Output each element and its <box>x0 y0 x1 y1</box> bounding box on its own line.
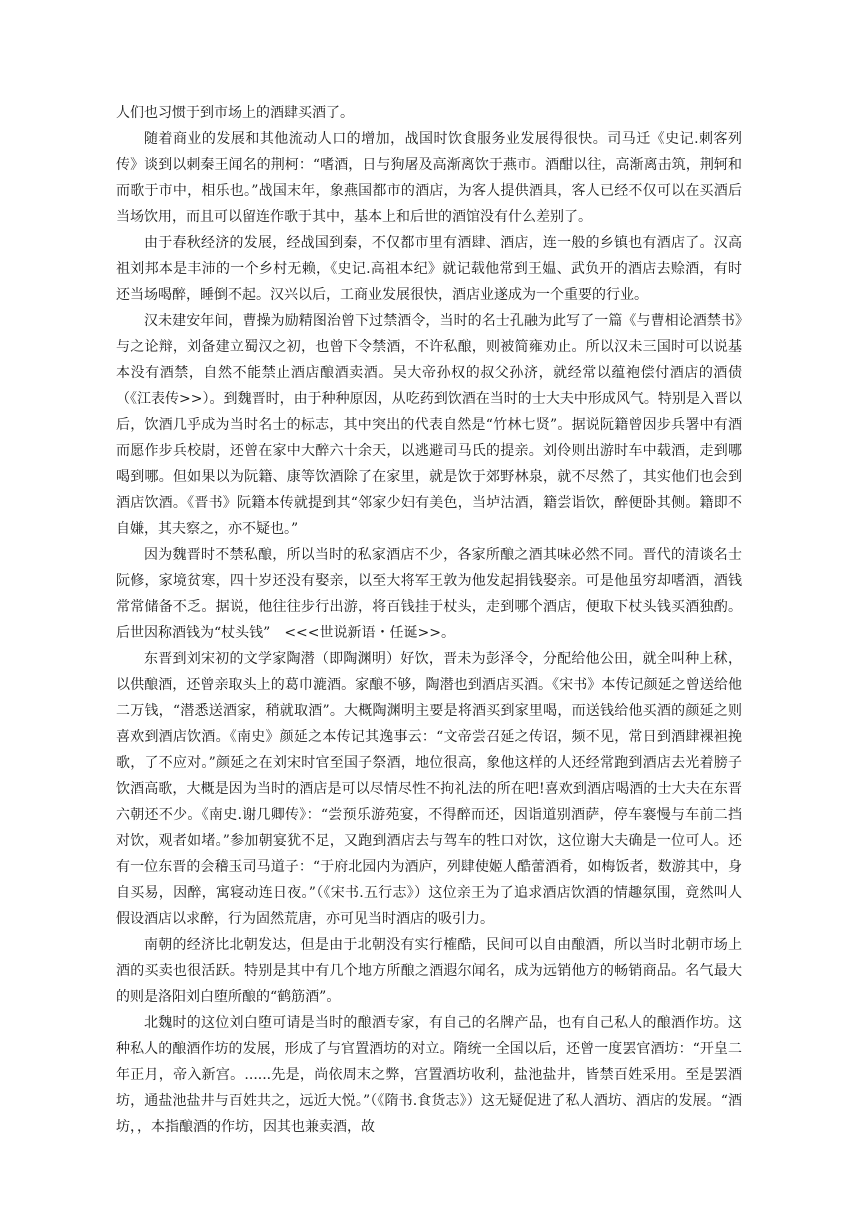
paragraph-2: 随着商业的发展和其他流动人口的增加，战国时饮食服务业发展得很快。司马迁《史记.刺客列传》谈到以刺秦王闻名的荆柯：“嗜酒，日与狗屠及高渐离饮于燕市。酒酣以往，高渐离击筑，荆轲和而歌于市中，相乐也。”战国末年，象燕国都市的酒店，为客人提供酒具，客人已经不仅可以在买酒后当场饮用，而且可以留连作歌于其中，基本上和后世的酒馆没有什么差别了。 <box>116 131 742 225</box>
paragraph-7: 南朝的经济比北朝发达，但是由于北朝没有实行榷酷，民间可以自由酿酒，所以当时北朝市场上酒的买卖也很活跃。特别是其中有几个地方所酿之酒遐尔闻名，成为远销他方的畅销商品。名气最大的则是洛阳刘白堕所酿的“鹤筋酒”。 <box>116 937 742 1005</box>
paragraph-6: 东晋到刘宋初的文学家陶潜（即陶渊明）好饮，晋未为彭泽令，分配给他公田，就全叫种上秫，以供酿酒，还曾亲取头上的葛巾漉酒。家酿不够，陶潜也到酒店买酒。《宋书》本传记颜延之曾送给他二万钱，“潜悉送酒家，稍就取酒”。大概陶渊明主要是将酒买到家里喝，而送钱给他买酒的颜延之则喜欢到酒店饮酒。《南史》颜延之本传记其逸事云：“文帝尝召延之传诏，频不见，常日到酒肆裸袒挽歌，了不应对。”颜延之在刘宋时官至国子祭酒，地位很高，象他这样的人还经常跑到酒店去光着膀子饮酒高歌，大概是因为当时的酒店是可以尽情尽性不拘礼法的所在吧!喜欢到酒店喝酒的士大夫在东晋六朝还不少。《南史.谢几卿传》：“尝预乐游苑宴，不得醉而还，因诣道别酒萨，停车褰慢与车前二挡对饮，观者如堵。”参加朝宴犹不足，又跑到酒店去与驾车的牲口对饮，这位谢大夫确是一位可人。还有一位东晋的会稽玉司马道子：“于府北园内为酒庐，列肆使姬人酷蕾酒肴，如梅饭者，数游其中，身自买易，因醉，寓寝动连日夜。”（《宋书.五行志》）这位亲王为了追求酒店饮酒的情趣氛围，竟然叫人假设酒店以求醉，行为固然荒唐，亦可见当时酒店的吸引力。 <box>116 651 742 927</box>
paragraph-8: 北魏时的这位刘白堕可请是当时的酿酒专家，有自己的名牌产品，也有自己私人的酿酒作坊。这种私人的酿酒作坊的发展，形成了与官置酒坊的对立。隋统一全国以后，还曾一度罢官酒坊：“开皇二年正月，帝入新宫。......先是，尚依周末之弊，宫置酒坊收利，盐池盐井，皆禁百姓采用。至是罢酒坊，通盐池盐井与百姓共之，远近大悦。”（《隋书.食货志》）这无疑促进了私人酒坊、酒店的发展。“酒坊，，本指酿酒的作坊，因其也兼卖酒，故 <box>116 1015 742 1135</box>
paragraph-4: 汉未建安年间，曹操为励精图治曾下过禁酒令，当时的名士孔融为此写了一篇《与曹相论酒禁书》与之论辩，刘备建立蜀汉之初，也曾下令禁酒，不许私酿，则被简雍劝止。所以汉未三国时可以说基本没有酒禁，自然不能禁止酒店酿酒卖酒。吴大帝孙权的叔父孙济，就经常以蕴袍偿付酒店的酒债（《江表传>>）。到魏晋时，由于种种原因，从吃药到饮酒在当时的士大夫中形成风气。特别是入晋以后，饮酒几乎成为当时名士的标志，其中突出的代表自然是“竹林七贤”。据说阮籍曾因步兵署中有酒而愿作步兵校尉，还曾在家中大醉六十余天，以逃避司马氏的提亲。刘伶则出游时车中载酒，走到哪喝到哪。但如果以为阮籍、康等饮酒除了在家里，就是饮于郊野林泉，就不尽然了，其实他们也会到酒店饮酒。《晋书》阮籍本传就提到其“邻家少妇有美色，当垆沽酒，籍尝诣饮，醉便卧其侧。籍即不自嫌，其夫察之，亦不疑也。” <box>116 313 742 537</box>
paragraph-5: 因为魏晋时不禁私酿，所以当时的私家酒店不少，各家所酿之酒其味必然不同。晋代的清谈名士阮修，家境贫寒，四十岁还没有娶亲，以至大将军王敦为他发起捐钱娶亲。可是他虽穷却嗜酒，酒钱常常储备不乏。据说，他往往步行出游，将百钱挂于杖头，走到哪个酒店，便取下杖头钱买酒独酌。后世因称酒钱为“杖头钱” <<<世说新语・任诞>>。 <box>116 547 742 641</box>
document-page <box>116 100 742 1140</box>
paragraph-1: 人们也习惯于到市场上的酒肆买酒了。 <box>116 105 354 121</box>
paragraph-3: 由于春秋经济的发展，经战国到秦，不仅都市里有酒肆、酒店，连一般的乡镇也有酒店了。汉高祖刘邦本是丰沛的一个乡村无赖，《史记.高祖本纪》就记载他常到王媪、武负开的酒店去赊酒，有时还当场喝醉，睡倒不起。汉兴以后，工商业发展很快，酒店业遂成为一个重要的行业。 <box>116 235 742 303</box>
